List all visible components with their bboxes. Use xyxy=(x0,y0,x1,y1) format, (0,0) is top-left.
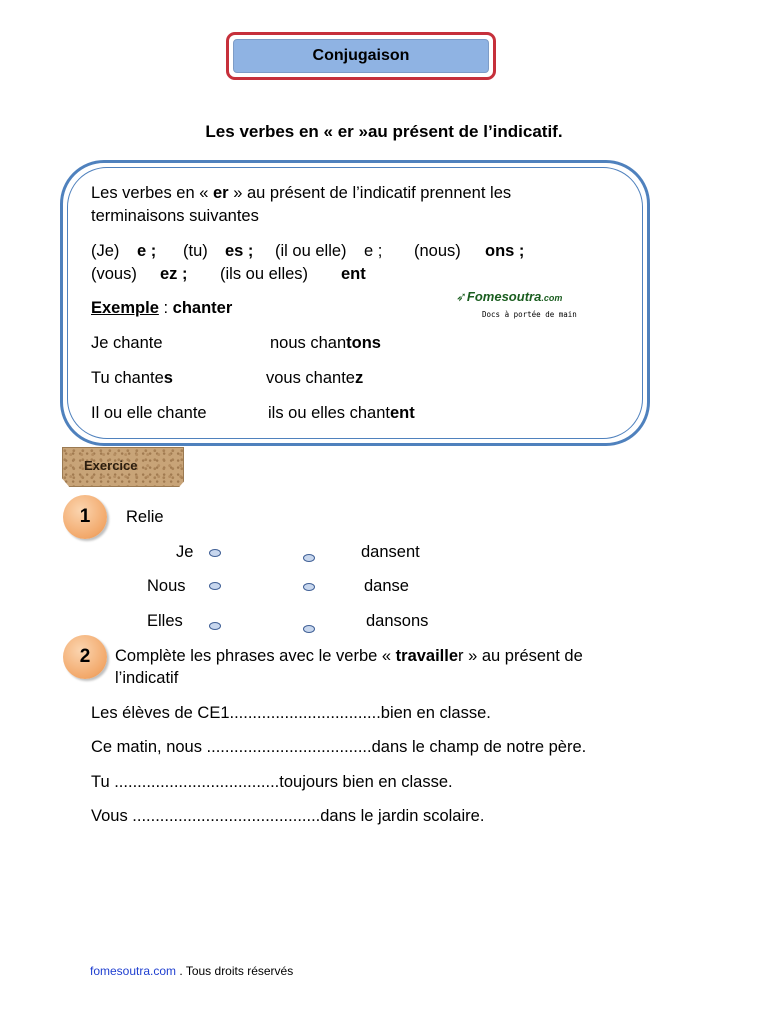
conj-right: vous chantez xyxy=(266,369,364,387)
match-right-item: dansons xyxy=(366,612,429,630)
exercise-number-badge: 1 xyxy=(63,495,107,539)
ending-value: ent xyxy=(341,265,366,283)
match-right-item: danse xyxy=(364,577,409,595)
fill-sentence: Les élèves de CE1.................................bien en classe. xyxy=(91,704,491,722)
ending-pronoun: (vous) xyxy=(91,265,137,283)
ending-value: e ; xyxy=(137,242,157,260)
ending-value: e ; xyxy=(364,242,383,260)
match-left-item: Je xyxy=(176,543,194,561)
ending-value: es ; xyxy=(225,242,254,260)
exercise1-instruction: Relie xyxy=(126,508,164,526)
rule-intro-line2: terminaisons suivantes xyxy=(91,207,259,225)
fill-sentence: Vous .........................................dans le jardin scolaire. xyxy=(91,807,485,825)
rule-intro-end: » au présent de l’indicatif prennent les xyxy=(228,184,512,202)
match-right-dot[interactable] xyxy=(303,625,315,633)
match-left-dot[interactable] xyxy=(209,582,221,590)
conj-left: Tu chantes xyxy=(91,369,173,387)
match-left-item: Elles xyxy=(147,612,183,630)
ending-pronoun: (ils ou elles) xyxy=(220,265,309,283)
lesson-title: Les verbes en « er »au présent de l’indicatif. xyxy=(205,122,563,141)
fill-sentence: Ce matin, nous ....................................dans le champ de notre père. xyxy=(91,738,587,756)
match-right-dot[interactable] xyxy=(303,583,315,591)
exercise2-instruction: Complète les phrases avec le verbe « travailler » au présent de xyxy=(115,647,583,665)
rule-intro-start: Les verbes en « xyxy=(91,184,213,202)
conj-right: ils ou elles chantent xyxy=(268,404,415,422)
logo-name: ➶Fomesoutra.com xyxy=(456,289,563,304)
footer-text: . Tous droits réservés xyxy=(176,964,294,978)
match-left-dot[interactable] xyxy=(209,549,221,557)
match-left-dot[interactable] xyxy=(209,622,221,630)
exercice-label: Exercice xyxy=(84,458,138,473)
rule-intro xyxy=(91,184,511,203)
ending-pronoun: (nous) xyxy=(414,242,461,260)
page-title: Conjugaison xyxy=(233,39,489,73)
ending-pronoun: (tu) xyxy=(183,242,208,260)
conj-right: nous chantons xyxy=(270,334,381,352)
conj-left: Il ou elle chante xyxy=(91,404,207,422)
fomesoutra-logo xyxy=(456,289,596,323)
match-left-item: Nous xyxy=(147,577,186,595)
logo-swoosh-icon: ➶ xyxy=(456,289,467,304)
rule-intro-bold: er xyxy=(213,184,229,202)
ending-value: ons ; xyxy=(485,242,525,260)
footer-link[interactable]: fomesoutra.com xyxy=(90,964,177,978)
ending-pronoun: (Je) xyxy=(91,242,120,260)
match-right-dot[interactable] xyxy=(303,554,315,562)
example-sep: : xyxy=(158,299,173,317)
example-verb: chanter xyxy=(172,299,233,317)
conj-left: Je chante xyxy=(91,334,163,352)
logo-tagline: Docs à portée de main xyxy=(482,310,577,319)
ending-pronoun: (il ou elle) xyxy=(275,242,347,260)
exercise2-instruction-line2: l’indicatif xyxy=(115,669,179,687)
fill-sentence: Tu ....................................toujours bien en classe. xyxy=(91,773,453,791)
exercise-number-badge: 2 xyxy=(63,635,107,679)
match-right-item: dansent xyxy=(361,543,420,561)
footer xyxy=(90,964,293,978)
title-banner xyxy=(226,32,496,80)
example-heading xyxy=(91,299,232,318)
ending-value: ez ; xyxy=(160,265,188,283)
example-label: Exemple xyxy=(91,299,159,317)
